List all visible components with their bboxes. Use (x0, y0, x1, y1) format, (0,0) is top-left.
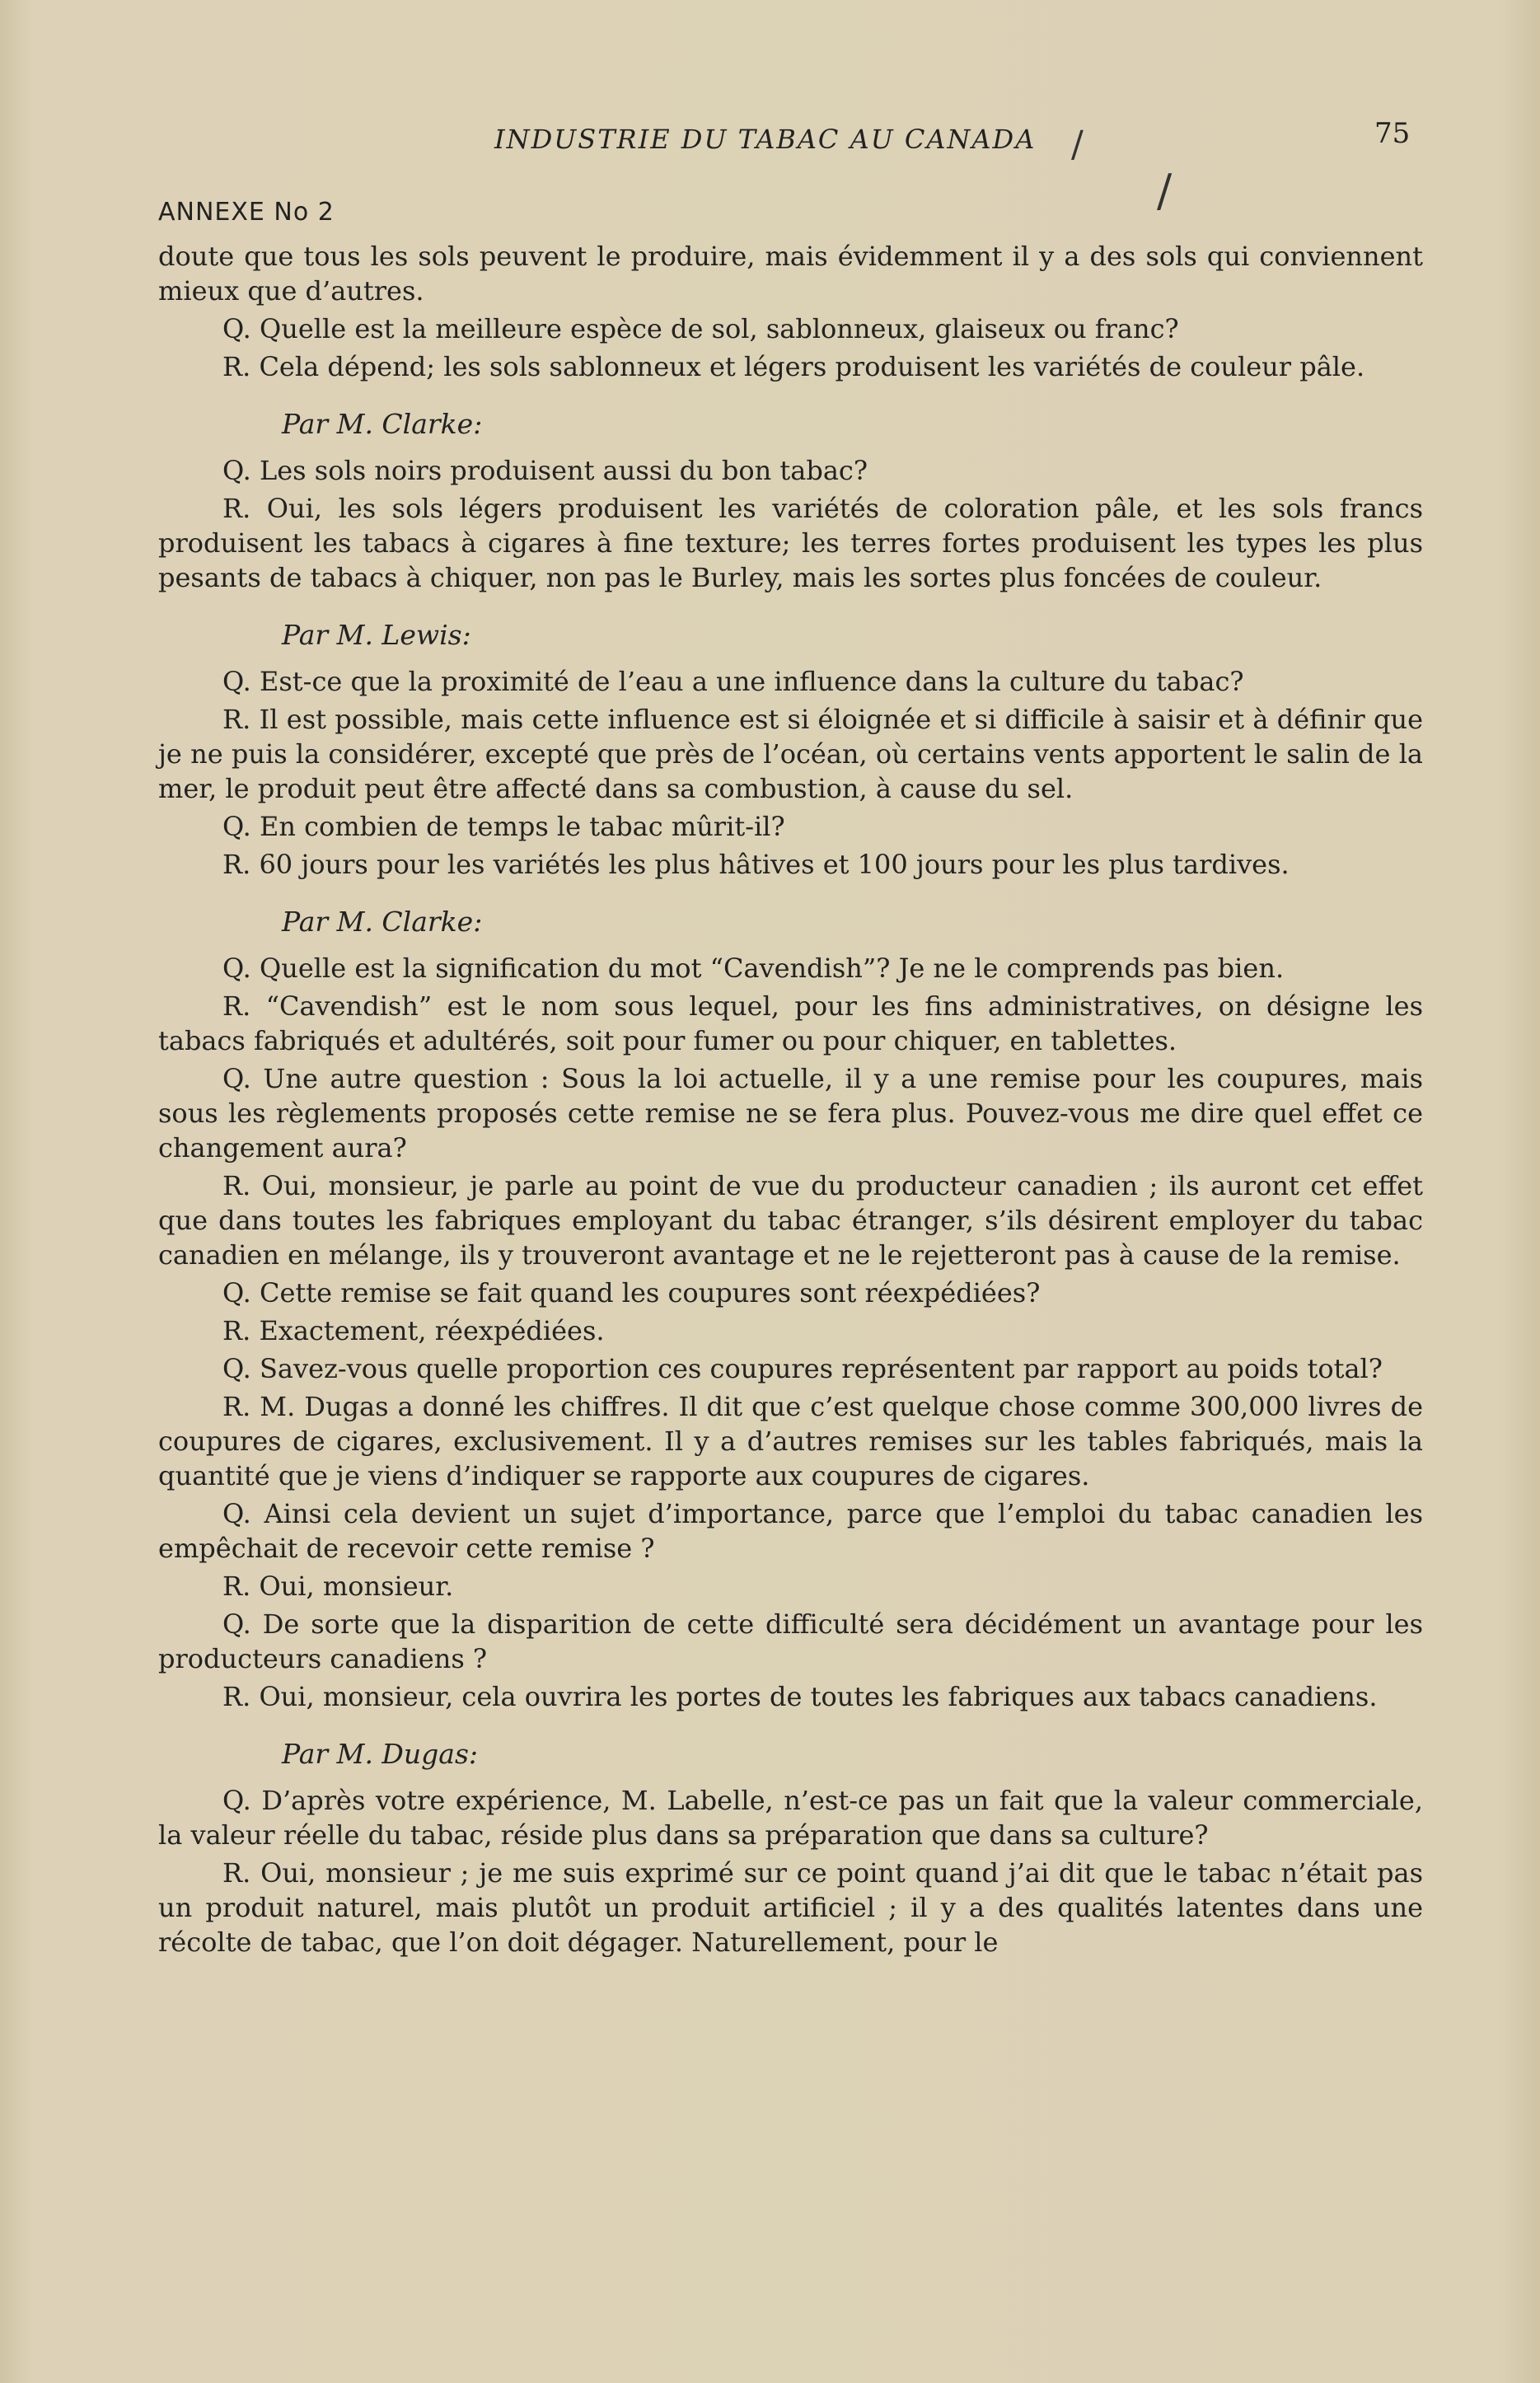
body-text (158, 239, 1423, 1963)
pencil-mark: / (1157, 165, 1173, 217)
pencil-mark: / (1071, 124, 1084, 166)
speaker-heading: Par M. Clarke: (282, 906, 483, 938)
annexe-label: ANNEXE No 2 (158, 198, 335, 227)
paragraph: R. M. Dugas a donné les chiffres. Il dit que c’est quelque chose comme 300,000 livres de coupures de cigares, exclusivement. Il y a d’autres remises sur les tables fabriqués, mais la quantité que je viens d’indiquer se rapporte aux coupures de cigares. (158, 1391, 1423, 1491)
paragraph: R. Cela dépend; les sols sablonneux et légers produisent les variétés de couleur pâle. (222, 351, 1365, 382)
paragraph: R. Oui, monsieur. (222, 1571, 454, 1602)
paragraph: R. “Cavendish” est le nom sous lequel, pour les fins administratives, on désigne les tabacs fabriqués et adultérés, soit pour fumer ou pour chiquer, en tablettes. (158, 990, 1423, 1056)
speaker-heading: Par M. Lewis: (282, 619, 471, 651)
paragraph: R. Oui, monsieur, je parle au point de vue du producteur canadien ; ils auront cet effet que dans toutes les fabriques employant du tabac étranger, s’ils désirent employer du tabac canadien en mélange, ils y trouveront avantage et ne le rejetteront pas à cause de la remise. (158, 1170, 1423, 1271)
speaker-heading: Par M. Clarke: (282, 408, 483, 440)
paragraph: Q. En combien de temps le tabac mûrit-il? (222, 811, 785, 842)
paragraph: Q. Est-ce que la proximité de l’eau a une influence dans la culture du tabac? (222, 666, 1244, 697)
paragraph: Q. Ainsi cela devient un sujet d’importance, parce que l’emploi du tabac canadien les empêchait de recevoir cette remise ? (158, 1498, 1423, 1564)
paragraph: Q. Quelle est la signification du mot “Cavendish”? Je ne le comprends pas bien. (222, 953, 1285, 984)
page-number: 75 (1374, 117, 1411, 150)
paragraph: Q. Une autre question : Sous la loi actuelle, il y a une remise pour les coupures, mais sous les règlements proposés cette remise ne se fera plus. Pouvez-vous me dire quel effet ce changement aura? (158, 1063, 1423, 1163)
speaker-heading: Par M. Dugas: (282, 1738, 478, 1770)
paragraph: Q. Cette remise se fait quand les coupures sont réexpédiées? (222, 1277, 1041, 1309)
paragraph: R. Oui, monsieur ; je me suis exprimé sur ce point quand j’ai dit que le tabac n’était pas un produit naturel, mais plutôt un produit artificiel ; il y a des qualités latentes dans une récolte de tabac, que l’on doit dégager. Naturellement, pour le (158, 1857, 1423, 1958)
paragraph: R. Oui, monsieur, cela ouvrira les portes de toutes les fabriques aux tabacs canadiens. (222, 1681, 1378, 1712)
paragraph: Q. Les sols noirs produisent aussi du bon tabac? (222, 455, 868, 486)
paragraph: doute que tous les sols peuvent le produire, mais évidemment il y a des sols qui conviennent mieux que d’autres. (158, 241, 1423, 307)
paragraph: Q. Savez-vous quelle proportion ces coupures représentent par rapport au poids total? (222, 1353, 1383, 1384)
paragraph: R. Il est possible, mais cette influence est si éloignée et si difficile à saisir et à définir que je ne puis la considérer, excepté que près de l’océan, où certains vents apportent le salin de la mer, le produit peut être affecté dans sa combustion, à cause du sel. (158, 704, 1423, 804)
paragraph: Q. D’après votre expérience, M. Labelle, n’est-ce pas un fait que la valeur commerciale, la valeur réelle du tabac, réside plus dans sa préparation que dans sa culture? (158, 1785, 1423, 1851)
paragraph: R. Oui, les sols légers produisent les variétés de coloration pâle, et les sols francs produisent les tabacs à cigares à fine texture; les terres fortes produisent les types les plus pesants de tabacs à chiquer, non pas le Burley, mais les sortes plus foncées de couleur. (158, 493, 1423, 593)
paragraph: R. 60 jours pour les variétés les plus hâtives et 100 jours pour les plus tardives. (222, 849, 1290, 880)
paragraph: R. Exactement, réexpédiées. (222, 1315, 605, 1346)
paragraph: Q. Quelle est la meilleure espèce de sol, sablonneux, glaiseux ou franc? (222, 313, 1179, 344)
paragraph: Q. De sorte que la disparition de cette difficulté sera décidément un avantage pour les producteurs canadiens ? (158, 1608, 1423, 1674)
running-title: INDUSTRIE DU TABAC AU CANADA (494, 124, 1037, 155)
